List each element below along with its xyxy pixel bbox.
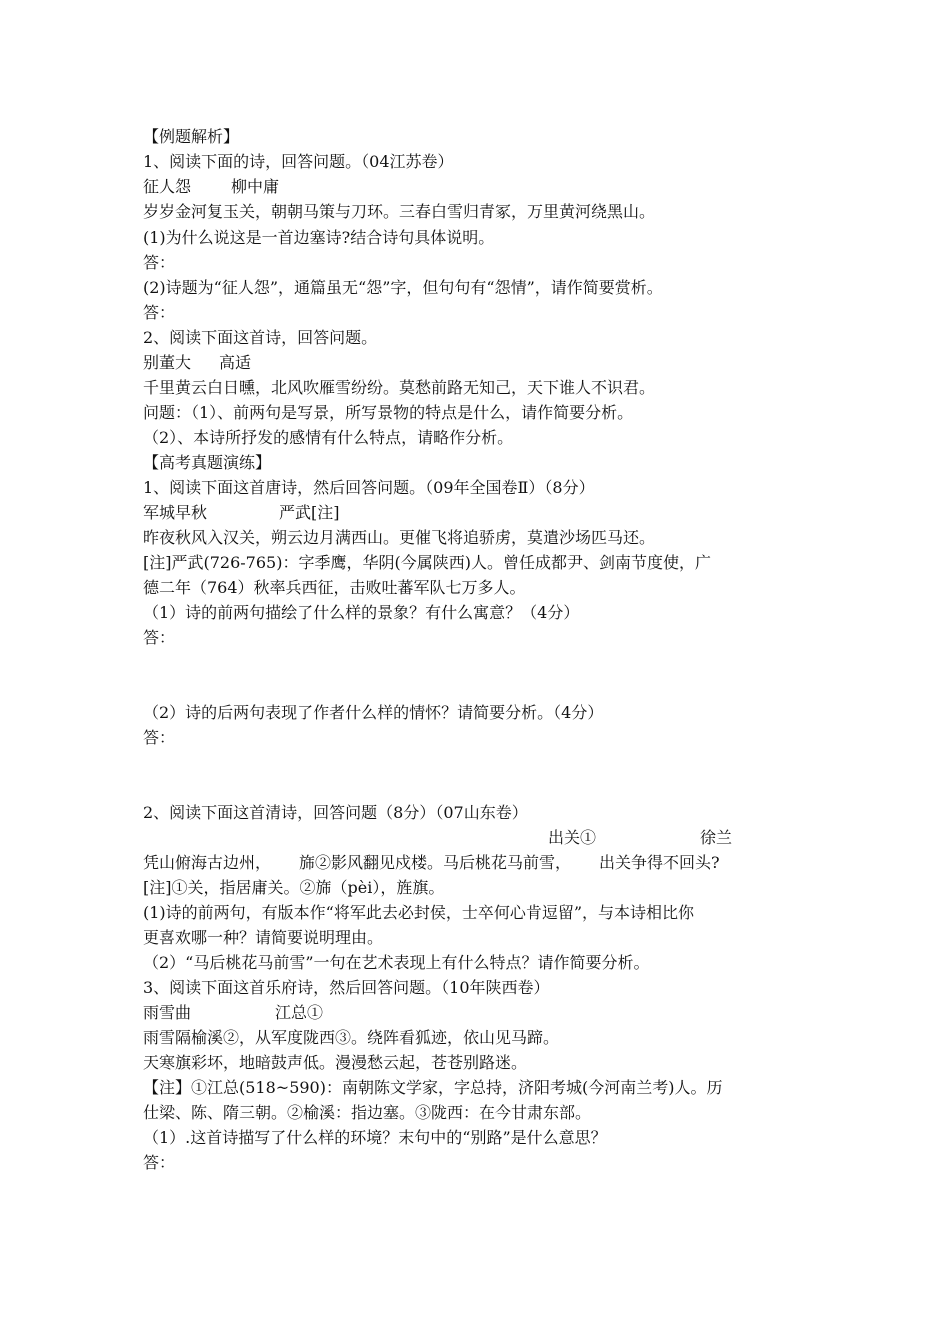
question-1-part-2: (2)诗题为“征人怨”，通篇虽无“怨”字，但句句有“怨情”，请作简要赏析。 [143, 278, 663, 297]
exam-poem-3-line-2: 天寒旗彩坏，地暗鼓声低。漫漫愁云起，苍苍别路迷。 [143, 1053, 528, 1072]
exam-1-intro: 1、阅读下面这首唐诗，然后回答问题。（09年全国卷Ⅱ）（8分） [143, 478, 595, 497]
poem-1-text: 岁岁金河复玉关，朝朝马策与刀环。三春白雪归青冢，万里黄河绕黑山。 [143, 202, 656, 221]
answer-label: 答： [143, 253, 176, 272]
exam-poem-1-text: 昨夜秋风入汉关，朔云边月满西山。更催飞将追骄虏，莫遣沙场匹马还。 [143, 528, 656, 547]
poem-2-heading [143, 353, 251, 373]
exam-2-part-2: （2）“马后桃花马前雪”一句在艺术表现上有什么特点？请作简要分析。 [143, 953, 650, 972]
question-2-intro: 2、阅读下面这首诗，回答问题。 [143, 328, 378, 347]
answer-label: 答： [143, 628, 176, 647]
poem-1-heading [143, 177, 279, 197]
section-heading-examples: 【例题解析】 [143, 127, 240, 146]
exam-poem-3-line-1: 雨雪隔榆溪②，从军度陇西③。绕阵看狐迹，依山见马蹄。 [143, 1028, 560, 1047]
poem-2-text: 千里黄云白日曛，北风吹雁雪纷纷。莫愁前路无知己，天下谁人不识君。 [143, 378, 656, 397]
answer-label: 答： [143, 1153, 176, 1172]
exam-2-note: [注]①关，指居庸关。②旆（pèi），旌旗。 [143, 878, 445, 897]
exam-poem-1-author: 严武[注] [279, 503, 340, 522]
section-heading-exam-practice: 【高考真题演练】 [143, 453, 272, 472]
exam-2-part-1-line-1: (1)诗的前两句，有版本作“将军此去必封侯，士卒何心肯逗留”，与本诗相比你 [143, 903, 695, 922]
exam-1-part-2: （2）诗的后两句表现了作者什么样的情怀？请简要分析。（4分） [143, 703, 604, 722]
answer-label: 答： [143, 728, 176, 747]
question-2-part-2: （2）、本诗所抒发的感情有什么特点，请略作分析。 [143, 428, 514, 447]
question-1-intro: 1、阅读下面的诗，回答问题。（04江苏卷） [143, 152, 454, 171]
exam-poem-2-line-b: 旆②影风翻见戍楼。马后桃花马前雪， [299, 853, 572, 872]
poem-2-author: 高适 [219, 353, 252, 372]
exam-poem-2-title: 出关① [548, 828, 597, 847]
exam-poem-3-title: 雨雪曲 [143, 1003, 192, 1022]
exam-2-intro: 2、阅读下面这首清诗，回答问题（8分）（07山东卷） [143, 803, 528, 822]
exam-3-note-line-1: 【注】①江总(518~590)：南朝陈文学家，字总持，济阳考城(今河南兰考)人。历 [143, 1078, 723, 1097]
exam-1-note-line-2: 德二年（764）秋率兵西征，击败吐蕃军队七万多人。 [143, 578, 526, 597]
question-2-part-1: 问题：（1）、前两句是写景，所写景物的特点是什么，请作简要分析。 [143, 403, 634, 422]
exam-poem-1-heading [143, 503, 340, 523]
poem-1-title: 征人怨 [143, 177, 192, 196]
exam-3-intro: 3、阅读下面这首乐府诗，然后回答问题。（10年陕西卷） [143, 978, 550, 997]
answer-label: 答： [143, 303, 176, 322]
exam-poem-1-title: 军城早秋 [143, 503, 208, 522]
exam-poem-3-heading [143, 1003, 323, 1023]
question-1-part-1: (1)为什么说这是一首边塞诗?结合诗句具体说明。 [143, 228, 495, 247]
exam-poem-2-text [143, 853, 720, 873]
poem-1-author: 柳中庸 [231, 177, 280, 196]
exam-2-part-1-line-2: 更喜欢哪一种？请简要说明理由。 [143, 928, 384, 947]
exam-3-part-1: （1）.这首诗描写了什么样的环境？末句中的“别路”是什么意思？ [143, 1128, 607, 1147]
exam-poem-2-author: 徐兰 [700, 828, 733, 847]
exam-3-note-line-2: 仕梁、陈、隋三朝。②榆溪：指边塞。③陇西：在今甘肃东部。 [143, 1103, 592, 1122]
exam-poem-3-author: 江总① [275, 1003, 324, 1022]
exam-1-note-line-1: [注]严武(726-765)：字季鹰，华阴(今属陕西)人。曾任成都尹、剑南节度使，广 [143, 553, 711, 572]
poem-2-title: 别董大 [143, 353, 192, 372]
exam-poem-2-line-c: 出关争得不回头? [599, 853, 720, 872]
exam-poem-2-line-a: 凭山俯海古边州， [143, 853, 272, 872]
exam-1-part-1: （1）诗的前两句描绘了什么样的景象？有什么寓意？（4分） [143, 603, 580, 622]
